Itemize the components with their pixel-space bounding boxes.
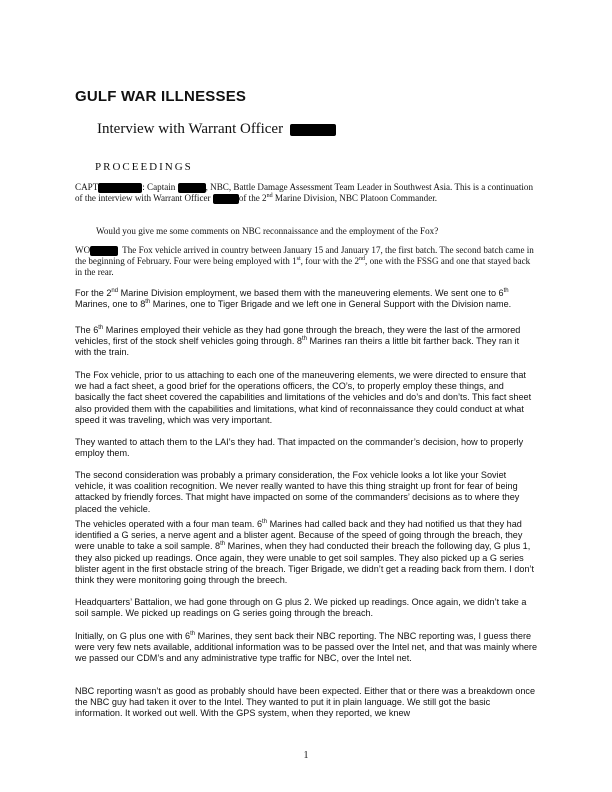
body-text: Marines had called back and they had notified us that they had identified a G series, a nerve agent and a blister agent. Because of the speed of going through the breach, they were unable to take a soil sample. 8 [75, 519, 523, 552]
body-text: The Fox vehicle, prior to us attaching to each one of the maneuvering elements, we were directed to ensure that we had a fact sheet, a good brief for the operations officers, the CO’s, to properly employ these things, and basically the fact sheet covered the capabilities and limitations of the vehicles and do’s and don’ts. This fact sheet also provided them with the capabilities and limitations, what kind of reconnaissance they could conduct at what speed it was traveling, which was very important. [75, 370, 532, 425]
body-paragraph [75, 597, 537, 619]
interview-title-text: Interview with Warrant Officer [97, 121, 284, 137]
answer-text: , four with the 2 [300, 256, 360, 267]
intro-text: Marine Division, NBC Platoon Commander. [272, 193, 438, 204]
body-text: Marines ran theirs a little bit farther back. They ran it with the train. [75, 336, 520, 358]
body-text: The vehicles operated with a four man team. 6 [75, 519, 263, 529]
document-heading: GULF WAR ILLNESSES [75, 88, 247, 105]
answer-text: , one with the FSSG and one that stayed back in the rear. [75, 256, 531, 278]
body-text: Marines, one to 8 [75, 299, 146, 310]
ordinal-suffix: th [262, 518, 268, 525]
body-text: Marine Division employment, we based them with the maneuvering elements. We sent one to 6 [118, 288, 504, 298]
speaker-label: CAPT [75, 182, 99, 192]
body-paragraph [75, 370, 537, 426]
answer-text: The Fox vehicle arrived in country between January 15 and January 17, the first batch. The second batch came in the beginning of February. Four were being employed with 1 [75, 245, 534, 267]
body-paragraph [75, 470, 537, 515]
ordinal-suffix: th [220, 541, 226, 548]
question-text: Would you give me some comments on NBC reconnaissance and the employment of the Fox? [96, 226, 439, 236]
body-paragraph [75, 631, 537, 665]
intro-paragraph [75, 182, 537, 204]
body-text: The second consideration was probably a primary consideration, the Fox vehicle looks a lot like your Soviet vehicle, it was coalition recognition. We never really wanted to have this thing straight up front for fear of being attacked by friendly forces. That might have impacted on some of the commanders’ decisions as to where they placed the vehicle. [75, 470, 520, 514]
body-paragraph [75, 325, 537, 359]
redaction-bar [98, 183, 142, 193]
body-paragraph [75, 437, 537, 459]
ordinal-suffix: nd [359, 256, 366, 263]
body-text: Initially, on G plus one with 6 [75, 631, 191, 641]
ordinal-suffix: th [145, 299, 151, 306]
ordinal-suffix: th [503, 287, 509, 294]
proceedings-heading: PROCEEDINGS [95, 161, 193, 173]
intro-text: of the 2 [238, 193, 267, 204]
body-paragraph [75, 686, 537, 720]
body-text: For the 2 [75, 288, 112, 298]
body-text: Marines employed their vehicle as they had gone through the breach, they were the last of the armored vehicles, first of the stock shelf vehicles going through. 8 [75, 325, 521, 347]
body-text: Headquarters’ Battalion, we had gone through on G plus 2. We picked up readings. Once again, we didn’t take a soil sample. We picked up readings on G series going through the breach. [75, 597, 527, 619]
answer-paragraph [75, 245, 537, 279]
interview-title [97, 121, 336, 138]
ordinal-suffix: th [190, 630, 196, 637]
redaction-bar [90, 246, 118, 256]
ordinal-suffix: nd [111, 287, 119, 294]
intro-text: , NBC, Battle Damage Assessment Team Leader in Southwest Asia. This is a continuation of the interview with Warrant Officer [75, 182, 533, 204]
intro-text: : Captain [142, 182, 176, 192]
ordinal-suffix: nd [266, 193, 273, 200]
redaction-bar [178, 183, 206, 193]
body-text: They wanted to attach them to the LAI’s they had. That impacted on the commander’s decision, how to properly employ them. [75, 437, 524, 459]
body-text: Marines, they sent back their NBC reporting. The NBC reporting was, I guess there were very few nets available, additional information was to be passed over the Intel net, and that was mainly where we passed our CDM’s and any administrative type traffic for NBC, over the Intel net. [75, 631, 538, 664]
body-text: The 6 [75, 325, 99, 335]
redaction-bar [290, 124, 336, 136]
body-paragraph [75, 288, 537, 310]
body-paragraph [75, 519, 537, 586]
speaker-label: WO [75, 245, 91, 255]
ordinal-suffix: th [98, 324, 104, 331]
ordinal-suffix: st [296, 256, 301, 263]
body-text: Marines, one to Tiger Brigade and we left one in General Support with the Division name. [150, 299, 512, 310]
redaction-bar [213, 194, 239, 204]
ordinal-suffix: th [301, 336, 307, 343]
question-paragraph [75, 226, 558, 237]
page-number: 1 [303, 750, 309, 761]
body-text: NBC reporting wasn’t as good as probably should have been expected. Either that or there was a breakdown once the NBC guy had taken it over to the Intel. They wanted to put it in plain language. We still got the basic information. It worked out well. With the GPS system, when they reported, we knew [75, 686, 536, 719]
body-text: Marines, when they had conducted their breach the following day, G plus 1, they also picked up readings. Once again, they were unable to get soil samples. They also picked up a G series blister agent in the first obstacle string of the breach. Tiger Brigade, we didn’t get a reading back from them. I don’t think they were monitoring going through the breech. [75, 541, 534, 586]
